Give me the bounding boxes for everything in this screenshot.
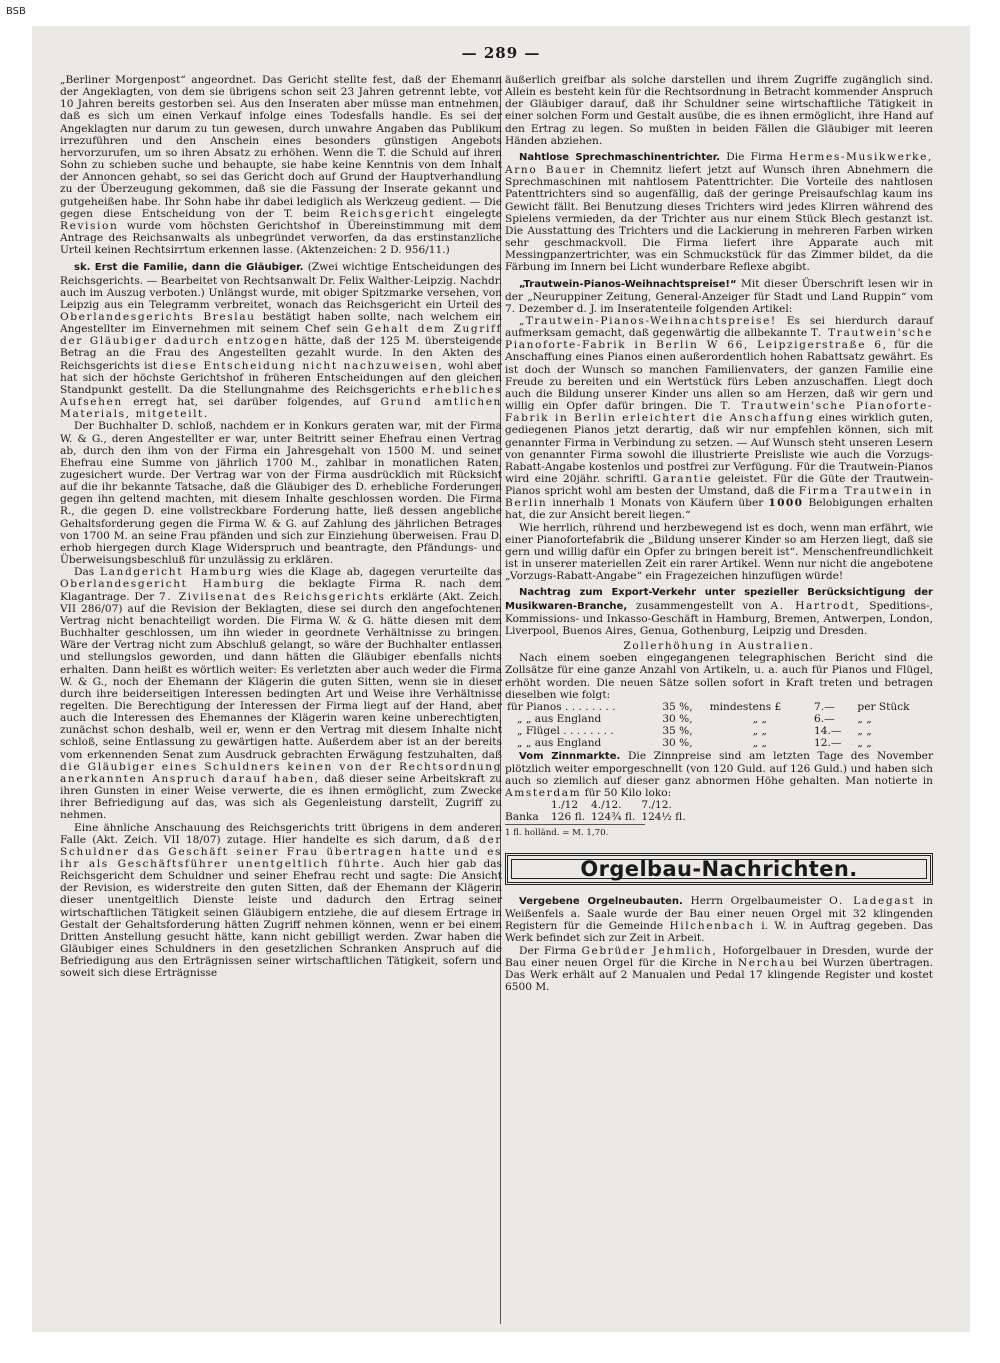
table-cell: 1./12 [551, 799, 579, 812]
spaced-emphasis: diese Entscheidung nicht nachzuweisen, [161, 359, 444, 372]
page-number: — 289 — [461, 44, 541, 62]
text-run: erregt hat, sei darüber folgendes, auf [133, 396, 371, 409]
table-cell: „ „ aus England [517, 713, 602, 726]
table-cell: „ „ [857, 737, 872, 750]
paragraph-orgelneubauten [505, 895, 933, 945]
text-run: wurde vom höchsten Gerichtshof in Übereinstimmung mit dem Antrage des Reichsanwalts als unbegründet verworfen, da das erstinstanzliche Urteil keinen Rechtsirrtum erkennen lasse. (Aktenzeichen: 2 D. 956/11.) [60, 219, 503, 257]
table-cell: 7./12. [641, 799, 672, 812]
spaced-emphasis: daß der Schuldner das Geschäft seiner Frau übertragen hatte und es ihr als Geschäftsführer unentgeltlich führte. [60, 833, 502, 870]
table-cell: mindestens £ [709, 700, 782, 713]
text-run: eingelegte [445, 207, 502, 220]
table-cell: Banka [505, 811, 539, 824]
spaced-emphasis: Reichsgericht [340, 207, 436, 220]
spaced-emphasis: Hilchenbach [669, 920, 755, 933]
paragraph: äußerlich greifbar als solche darstellen und ihrem Zugriffe zugänglich sind. Allein es besteht kein für die Rechtsordnung in Betracht kommender Anspruch der Gläubiger darauf, daß ihr Schuldner seine wirtschaftliche Tätigkeit in einer solchen Form und Gestalt ausübe, die es ihnen ermöglicht, ihre Hand auf den Ertrag zu legen. So mußten in beiden Fällen die Gläubiger mit leeren Händen abziehen. [505, 74, 933, 147]
paragraph-trautwein [505, 278, 933, 315]
table-cell: 35 %, [662, 725, 693, 738]
left-column [60, 74, 502, 980]
table-cell: 12.— [814, 737, 842, 750]
spaced-emphasis: erhebliches Aufsehen [60, 383, 503, 409]
table-cell [505, 799, 551, 811]
table-cell: 7.— [814, 700, 835, 713]
table-cell: „ „ [752, 725, 767, 738]
table-cell: 124¾ fl. [591, 811, 636, 824]
spaced-emphasis: O. Ladegast [829, 894, 916, 907]
spaced-emphasis: Oberlandesgerichts Breslau [60, 310, 256, 323]
table-cell: „ „ [752, 713, 767, 726]
table-cell: 4./12. [591, 799, 622, 812]
table-row [505, 811, 692, 823]
text-run: eines wirklich guten, gediegenen Pianos jetzt derartig, daß wir nur empfehlen können, sich mit genannter Firma in Verbindung zu setzen. — Auf Wunsch steht unseren Lesern von genannter Firma sowohl die illustrierte Preisliste wie auch die Vorzugs-Rabatt-Angabe kostenlos und postfrei zur Verfügung. Für die Trautwein-Pianos wird eine 20jähr. schriftl. [505, 412, 933, 485]
text-run: wohl aber hat sich der höchste Gerichtshof in früheren Entscheidungen auf den gleichen Standpunkt gestellt. Da die Stellungnahme des Reichsgerichts [60, 359, 502, 396]
spaced-emphasis: Grund amtlichen Materials, mitgeteilt. [60, 396, 502, 421]
section-heading-zollerhoehung: Zollerhöhung in Australien. [623, 640, 815, 653]
text-run: Speditions-, Kommissions- und Inkasso-Geschäft in Hamburg, Bremen, Antwerpen, London, Liverpool, Buenos Aires, Genua, Gothenburg, Leipzig und Dresden. [505, 599, 933, 637]
text-run: i. W. in Auftrag gegeben. Das Werk befindet sich zur Zeit in Arbeit. [505, 920, 933, 945]
quoted-advertisement [505, 315, 933, 522]
paragraph: Der Buchhalter D. schloß, nachdem er in Konkurs geraten war, mit der Firma W. & G., deren Angestellter er war, unter Beitritt seiner Ehefrau einen Vertrag ab, durch den ihm von der Firma ein Jahresgehalt von 1500 M. und seiner Ehefrau eine Summe von jährlich 1700 M., zahlbar in monatlichen Raten, zugesichert wurde. Der Vertrag war von der Firma ausdrücklich mit Rücksicht auf die ihr bekannte Tatsache, daß die Gläubiger des D. erhebliche Forderungen gegen ihn geltend machten, mit diesem Inhalte geschlossen worden. Die Firma R., die gegen D. eine vollstreckbare Forderung hatte, ließ dessen angebliche Gehaltsforderung gegen die Firma W. & G. auf Zahlung des jährlichen Betrages von 1700 M. an seine Frau pfänden und sich zur Einziehung überweisen. Frau D. erhob hiergegen durch Klage Widerspruch und beantragte, den Pfändungs- und Überweisungsbeschluß für unzulässig zu erklären. [60, 420, 502, 567]
text-run: Die Zinnpreise sind am letzten Tage des November plötzlich weiter emporgeschnellt (von 120 Guld. auf 126 Guld.) und haben sich auch so ziemlich auf dieser ganz abnormen Höhe gehalten. Man notierte in [505, 749, 934, 787]
table-row [505, 725, 933, 737]
table-cell: 30 %, [662, 713, 693, 726]
spaced-emphasis: 1000 [768, 497, 804, 510]
spaced-emphasis: Firma Trautwein in Berlin [505, 485, 934, 510]
library-mark: BSB [6, 6, 26, 17]
paragraph [60, 822, 502, 980]
tariff-table [505, 701, 933, 750]
spaced-emphasis: 7. Zivilsenat des Reichsgerichts [159, 590, 386, 603]
spaced-emphasis: Nerchau [737, 956, 796, 969]
text-run: (Zwei wichtige Entscheidungen des Reichsgerichts. — Bearbeitet von Rechtsanwalt Dr. Felix Walther-Leipzig. Nachdr. auch im Auszug verboten.) Unlängst wurde, mit obiger Spitzmarke versehen, von Leipzig aus ein Telegramm verbreitet, wonach das Reichsgericht ein Urteil des [60, 261, 502, 311]
table-cell: 35 %, [662, 700, 693, 713]
text-run: in Chemnitz liefert jetzt auf Wunsch ihren Abnehmern die Sprechmaschinen mit nahtlosem Patenttrichter. Die Vorteile des nahtlosen Patenttrichters sind so augenfällig, daß der geringe Preisaufschlag kaum ins Gewicht fällt. Bei Benutzung dieses Trichters wird jedes Klirren während des Spielens vermieden, da der Trichter aus nur einem Stück Blech gestanzt ist. Die Ausstattung des Trichters und die Lackierung in mehreren Farben wirken sehr geschmackvoll. Die Firma liefert ihre Apparate auch mit Messingpanzertrichter, was ein Schmuckstück für das Zimmer bildet, da die Färbung im Innern bei Licht wunderbare Reflexe abgibt. [505, 164, 934, 274]
article-lead: Vom Zinnmarkte. [519, 750, 621, 762]
table-row [505, 737, 933, 749]
table-cell: 124½ fl. [641, 811, 686, 824]
paragraph-erst-die-familie [60, 261, 502, 420]
spaced-emphasis: Oberlandesgericht Hamburg [60, 578, 265, 591]
paragraph: Wie herrlich, rührend und herzbewegend ist es doch, wenn man erfährt, wie einer Pianofortefabrik die „Bildung unserer Kinder so am Herzen liegt, daß sie gern und willig dafür ein Opfer zu bringen bereit ist“. Menschenfreundlichkeit ist in unserer materiellen Zeit ein rarer Artikel. Wenn nur nicht die angebotene „Vorzugs-Rabatt-Angabe“ ein Fragezeichen hinzufügen würde! [505, 521, 933, 583]
table-cell: per Stück [857, 700, 910, 713]
article-lead: „Trautwein-Pianos-Weihnachtspreise!“ [519, 278, 737, 290]
text-run: erklärte (Akt. Zeich. VII 286/07) auf die Revision der Beklagten, diese sei durch den angefochtenen Vertrag nicht benachteiligt worden. Die Firma W. & G. hätte diesen mit dem Buchhalter geschlossen, um ihn wieder in geordnete Verhältnisse zu bringen. Wäre der Vertrag nicht zum Abschluß gelangt, so wäre der Buchhalter entlassen und stellungslos geworden, und dann hätten die Gläubiger ebenfalls nichts erhalten. Dann heißt es wörtlich weiter: Es verletzten aber auch weder die Firma W. & G., noch der Ehemann der Klägerin die guten Sitten, wenn sie in dieser durch ihre beiderseitigen Interessen bedingten Art und Weise ihre Verhältnisse regelten. Die Berechtigung der Interessen der Firma liegt auf der Hand, aber auch die Interessen des Ehemannes der Klägerin waren keine unberechtigten, zunächst schon deshalb, weil er, wenn er den Vertrag mit diesem Inhalte nicht schloß, seine Entlassung zu gewärtigen hatte. Außerdem aber ist an der bereits vom erkennenden Senat zum Ausdruck gebrachten Erwägung festzuhalten, daß [60, 590, 502, 761]
article-lead: Nachtrag zum Export-Verkehr unter spezieller Berücksichtigung der Musikwaren-Branche, [505, 587, 933, 612]
table-cell: 14.— [814, 725, 842, 738]
page-sheet [32, 26, 970, 1332]
paragraph: Nach einem soeben eingegangenen telegraphischen Bericht sind die Zollsätze für eine ganze Anzahl von Artikeln, u. a. auch für Pianos und Flügel, erhöht worden. Die neuen Sätze sollen sofort in Kraft treten und betragen dieselben wie folgt: [505, 652, 933, 701]
table-cell: „ Flügel . . . . . . . . [517, 725, 614, 738]
spaced-emphasis: T. Trautwein'sche Pianoforte-Fabrik in Berlin erleichtert die Anschaffung [505, 400, 934, 425]
table-cell: 126 fl. [551, 811, 586, 824]
text-run: Mit dieser Überschrift lesen wir in der „Neuruppiner Zeitung, General-Anzeiger für Stadt und Land Ruppin“ vom 7. Dezember d. J. im Inseratenteile folgenden Artikel: [505, 277, 933, 315]
tin-price-table [505, 799, 692, 823]
section-banner-title: Orgelbau-Nachrichten. [511, 859, 927, 879]
text-run: für die Anschaffung eines Pianos einen außerordentlich hohen Rabattsatz gewährt. Es ist doch der Wunsch so manchen Familienvaters, der ganzen Familie eine Freude zu bereiten und ein Wertstück fürs Leben anzuschaffen. Liegt doch auch die Bildung unserer Kinder uns allen so am Herzen, daß wir gern und willig ein Opfer dafür bringen. Die [505, 339, 933, 413]
spaced-emphasis: Hermes-Musikwerke, Arno Bauer [505, 150, 934, 177]
article-lead: Vergebene Orgelneubauten. [519, 895, 683, 907]
paragraph [505, 945, 933, 994]
text-run: daß dieser seine Arbeitskraft zu ihren Gunsten in einer Weise verwerte, die es ihnen ermöglicht, zum Zwecke ihrer Befriedigung auf das, was sich als Gegenleistung darstellt, Zugriff zu nehmen. [60, 772, 502, 822]
text-run: Hoforgelbauer in Dresden, wurde der Bau einer neuen Orgel für die Kirche in [505, 944, 934, 969]
paragraph-zinnmarkt [505, 750, 933, 800]
text-run: Es sei hierdurch darauf aufmerksam gemacht, daß gegenwärtig die allbekannte [505, 314, 933, 340]
text-run: wies die Klage ab, dagegen verurteilte das [258, 566, 503, 579]
text-run: bestätigt haben sollte, nach welchem ein Angestellter im Einvernehmen mit seinem Chef sein [60, 310, 502, 336]
spaced-emphasis: die Gläubiger eines Schuldners keinen von der Rechtsordnung anerkannten Anspruch darauf haben, [60, 760, 502, 785]
right-column [505, 74, 933, 993]
paragraph [60, 566, 502, 821]
spaced-emphasis: Gehalt dem Zugriff der Gläubiger dadurch entzogen [60, 323, 503, 348]
text-run: Das [74, 566, 95, 579]
spaced-emphasis: A. Hartrodt, [770, 599, 861, 612]
text-run: Eine ähnliche Anschauung des Reichsgerichts tritt übrigens in dem anderen Falle (Akt. Zeich. VII 18/07) zutage. Hier handelte es sich darum, [60, 821, 502, 846]
text-run: Der Firma [519, 944, 577, 957]
text-run: Die Firma [726, 150, 783, 163]
paragraph-sprechmaschinentrichter [505, 151, 933, 274]
paragraph [60, 74, 502, 256]
table-row [505, 799, 692, 811]
table-cell: „ „ [752, 737, 767, 750]
table-cell: „ „ aus England [517, 737, 602, 750]
table-row [505, 701, 933, 713]
text-run: innerhalb 1 Monats von Käufern über [552, 497, 764, 510]
footnote: 1 fl. holländ. = M. 1,70. [505, 824, 645, 839]
table-cell: 30 %, [662, 737, 693, 750]
spaced-emphasis: Amsterdam [505, 787, 582, 800]
table-cell: für Pianos . . . . . . . . [507, 700, 616, 713]
spaced-emphasis: Revision [60, 219, 119, 232]
text-run: „Berliner Morgenpost“ angeordnet. Das Gericht stellte fest, daß der Ehemann der Angeklagten, von dem sie übrigens schon seit 23 Jahren getrennt lebte, vor 10 Jahren bereits gestorben sei. Aus den Inseraten aber müsse man entnehmen, daß es sich um einen Verkauf infolge eines Todesfalls handle. Es sei der Angeklagten nur darum zu tun gewesen, durch unwahre Angaben das Publikum irrezuführen und den Anschein eines besonders günstigen Angebots hervorzurufen, um so ihren Absatz zu erhöhen. Wenn die T. die Schuld auf ihren Sohn zu schieben suche und behaupte, sie habe keine Kenntnis von dem Inhalt der Annoncen gehabt, so sei das Gericht doch auf Grund der Hauptverhandlung zu der Überzeugung gekommen, daß sie die Fassung der Inserate gekannt und gutgeheißen habe. Ihr Sohn habe ihr dabei lediglich als Werkzeug gedient. — Die gegen diese Entscheidung von der T. beim [60, 74, 502, 220]
paragraph-export-verkehr [505, 586, 933, 637]
table-row [505, 713, 933, 725]
text-run: zusammengestellt von [636, 599, 762, 612]
text-run: bei Wurzen übertragen. Das Werk erhält auf 2 Manualen und Pedal 17 klingende Register und kostet 6500 M. [505, 956, 933, 994]
article-lead: Nahtlose Sprechmaschinentrichter. [519, 151, 721, 163]
table-cell: „ „ [857, 725, 872, 738]
section-banner [505, 853, 933, 885]
text-run: hätte, daß der 125 M. übersteigende Betrag an die Frau des Angestellten gezahlt wurde. In den Akten des Reichsgerichts ist [60, 335, 502, 372]
text-run: Herrn Orgelbaumeister [690, 894, 822, 907]
text-run: Belobigungen erhalten hat, die zur Ansicht bereit liegen.“ [505, 497, 934, 522]
table-cell: „ „ [857, 713, 872, 726]
text-run: die beklagte Firma R. nach dem Klagantrage. Der [60, 578, 503, 603]
article-lead: sk. Erst die Familie, dann die Gläubiger. [74, 262, 304, 274]
text-run: in Weißenfels a. Saale wurde der Bau einer neuen Orgel mit 32 klingenden Registern für die Gemeinde [505, 894, 933, 933]
spaced-emphasis: Gebrüder Jehmlich, [581, 944, 718, 957]
text-run: für 50 Kilo loko: [584, 787, 672, 800]
text-run: geleistet. Für die Güte der Trautwein-Pianos spricht wohl am besten der Umstand, daß die [505, 473, 934, 498]
spaced-emphasis: Garantie [652, 473, 713, 485]
spaced-emphasis: Landgericht Hamburg [99, 566, 253, 579]
spaced-emphasis: T. Trautwein'sche Pianoforte-Fabrik in Berlin W 66, Leipzigerstraße 6, [505, 327, 933, 352]
table-cell: 6.— [814, 713, 835, 726]
text-run: Auch hier gab das Reichsgericht dem Schuldner und seiner Ehefrau recht und sagte: Die Ansicht der Revision, es widerstreite den guten Sitten, daß der Ehemann der Klägerin dieser unentgeltlich Dienste leiste und dadurch den Ertrag seiner wirtschaftlichen Tätigkeit seinen Gläubigern entziehe, die auf diesem Ertrage in Gestalt der Gehaltsforderung hätten Zugriff nehmen können, wenn er bei einem Dritten Anstellung gesucht hätte, kann nicht gebilligt werden. Zwar haben die Gläubiger eines Schuldners in den gesetzlichen Schranken Anspruch auf die Befriedigung aus den Erträgnissen seiner wirtschaftlichen Tätigkeit, sofern und soweit sich diese Erträgnisse [60, 858, 502, 980]
spaced-emphasis: „Trautwein-Pianos-Weihnachtspreise! [519, 314, 777, 327]
